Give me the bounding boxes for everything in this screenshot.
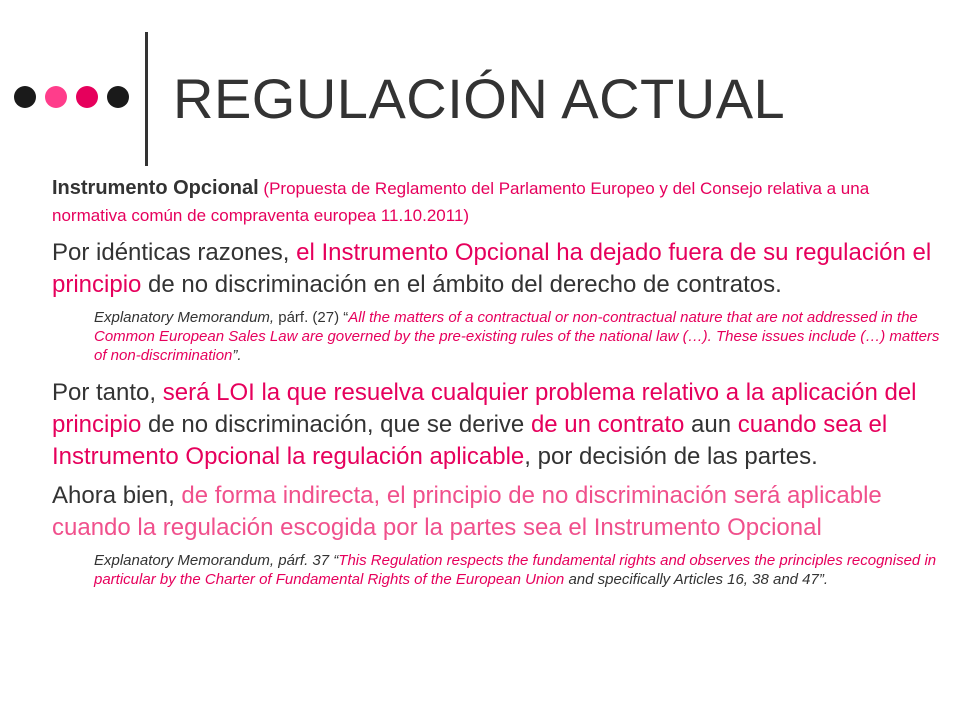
highlight-text: el Instrumento Opcional ha dejado fuera de su regulación el principio xyxy=(52,239,932,298)
text-run: de no discriminación, que se derive xyxy=(141,411,531,438)
paragraph-ahora-bien xyxy=(52,480,942,544)
paragraph-razones xyxy=(52,237,942,301)
paragraph-por-tanto xyxy=(52,377,942,473)
paragraph-instrumento xyxy=(52,175,942,229)
text-run: ”. xyxy=(232,347,242,364)
text-run: Explanatory Memorandum, xyxy=(94,309,279,326)
pink-dot xyxy=(45,86,67,108)
pink-dot xyxy=(76,86,98,108)
dark-dot xyxy=(14,86,36,108)
instrumento-heading: Instrumento Opcional xyxy=(52,177,259,199)
text-run: “ xyxy=(339,309,349,326)
highlight-text: será LOI la que resuelva cualquier problema relativo a la aplicación del principio xyxy=(52,379,917,438)
text-run: párf. (27) xyxy=(278,309,340,326)
text-run: Ahora bien, xyxy=(52,482,182,509)
slide-title: REGULACIÓN ACTUAL xyxy=(173,67,786,130)
quote-memorandum-27 xyxy=(94,308,942,365)
slide-body xyxy=(52,175,942,601)
text-run: Por idénticas razones, xyxy=(52,239,297,266)
quote-text: This Regulation respects the fundamental rights and observes the principles recognised in particular by the Charter of Fundamental Rights of the European Union xyxy=(94,552,937,588)
quote-memorandum-37 xyxy=(94,551,942,589)
highlight-text: de forma indirecta, el principio de no discriminación será aplicable cuando la regulación escogida por la partes sea el Instrumento Opcional xyxy=(52,482,882,541)
dark-dot xyxy=(107,86,129,108)
highlight-text: de un contrato xyxy=(530,411,685,438)
proposal-reference: (Propuesta de Reglamento del Parlamento Europeo y del Consejo relativa a una normativa común de compraventa europea 11.10.2011) xyxy=(52,179,870,225)
highlight-text: cuando sea el Instrumento Opcional la regulación aplicable xyxy=(52,411,888,470)
text-run: de no discriminación en el ámbito del derecho de contratos. xyxy=(141,271,782,298)
text-run: aun xyxy=(684,411,738,438)
text-run: , por decisión de las partes. xyxy=(524,443,818,470)
title-divider xyxy=(145,32,148,166)
title-bullet-dots xyxy=(14,86,129,108)
text-run: Explanatory Memorandum, párf. 37 “ xyxy=(94,552,339,569)
quote-text: All the matters of a contractual or non-contractual nature that are not addressed in the Common European Sales Law are governed by the pre-existing rules of the national law (…). These issues include (…) matters of non-discrimination xyxy=(94,309,940,364)
text-run: Por tanto, xyxy=(52,379,163,406)
text-run: and specifically Articles 16, 38 and 47”. xyxy=(564,571,829,588)
